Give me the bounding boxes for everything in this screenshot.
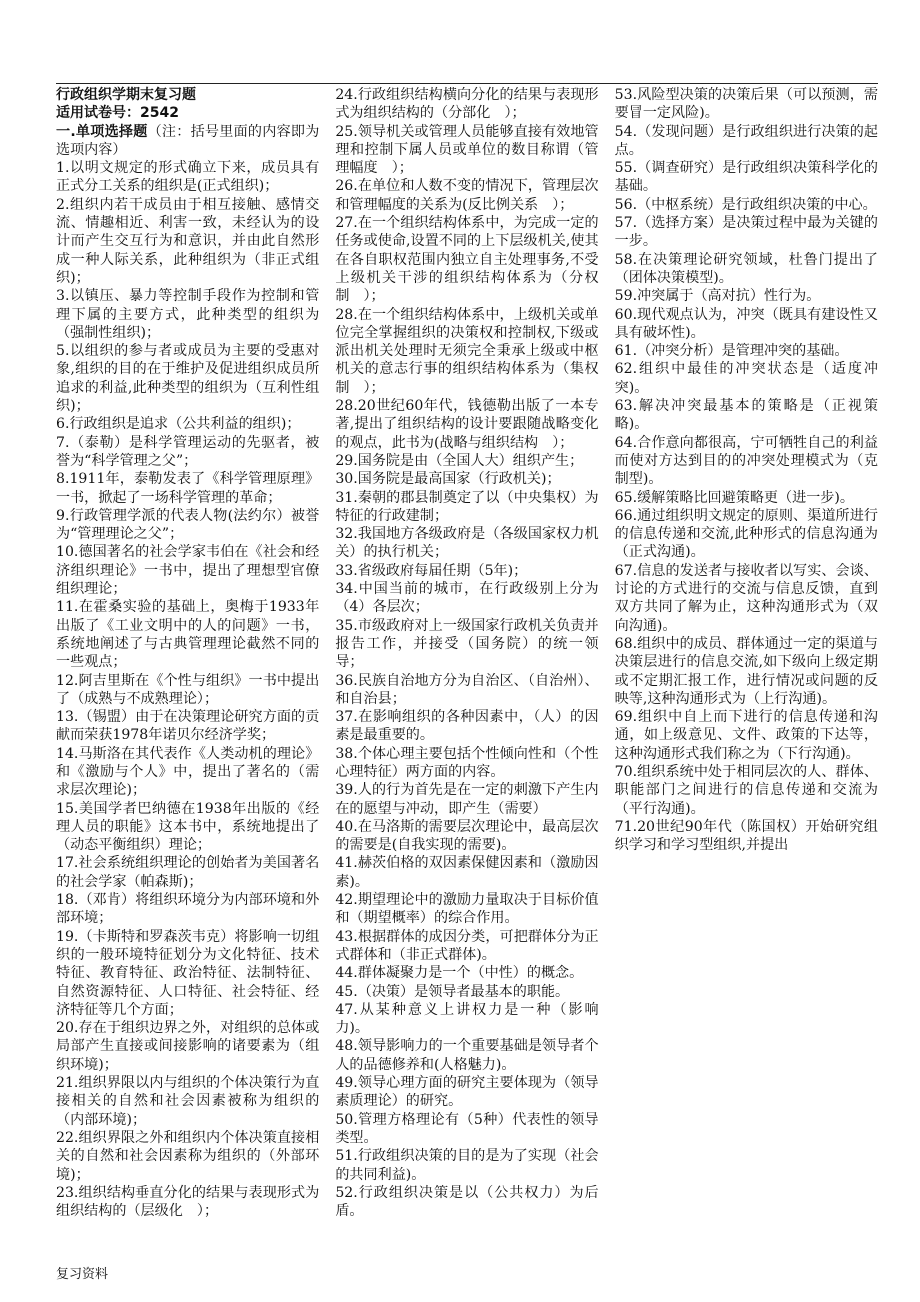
question-item: 9.行政管理学派的代表人物(法约尔）被誉为“管理理论之父”； xyxy=(56,507,320,543)
section-heading xyxy=(56,123,319,160)
question-item: 29.国务院是由（全国人大）组织产生； xyxy=(335,452,584,469)
question-item: 44.群体凝聚力是一个（中性）的概念。 xyxy=(335,965,584,982)
question-item: 70.组织系统中处于相同层次的人、群体、职能部门之间进行的信息传递和交流为（平行沟通)。 xyxy=(614,763,878,817)
question-item: 28.20世纪60年代，钱德勒出版了一本专著,提出了组织结构的设计要跟随战略变化的观点，此书为(战略与组织结构 ）； xyxy=(335,398,599,451)
question-item: 69.组织中自上而下进行的信息传递和沟通，如上级意见、文件、政策的下达等，这种沟通形式我们称之为（下行沟通)。 xyxy=(614,709,878,762)
question-item: 54.（发现问题）是行政组织进行决策的起点。 xyxy=(614,123,878,158)
question-item: 50.管理方格理论有（5种）代表性的领导类型。 xyxy=(335,1111,599,1146)
question-item: 65.缓解策略比回避策略更（进一步)。 xyxy=(614,489,854,506)
question-item: 43.根据群体的成因分类，可把群体分为正式群体和（非正式群体)。 xyxy=(335,928,599,963)
question-item: 10.德国著名的社会学家韦伯在《社会和经济组织理论》一书中，提出了理想型官僚组织理论； xyxy=(56,544,320,598)
question-item: 1.以明文规定的形式确立下来，成员具有正式分工关系的组织是(正式组织)； xyxy=(56,160,320,195)
question-item: 71.20世纪90年代（陈国权）开始研究组织学习和学习型组织,并提出 xyxy=(614,818,878,854)
question-item: 48.领导影响力的一个重要基础是领导者个人的品德修养和(人格魅力)。 xyxy=(335,1038,599,1073)
question-list xyxy=(56,86,878,1226)
question-item: 55.（调查研究）是行政组织决策科学化的基础。 xyxy=(614,160,878,195)
question-item: 32.我国地方各级政府是（各级国家权力机关）的执行机关； xyxy=(335,526,599,561)
question-item: 49.领导心理方面的研究主要体现为（领导素质理论）的研究。 xyxy=(335,1075,599,1110)
question-item: 3.以镇压、暴力等控制手段作为控制和管理下属的主要方式，此种类型的组织为（强制性组织)； xyxy=(56,288,320,341)
question-item: 22.组织界限之外和组织内个体决策直接相关的自然和社会因素称为组织的（外部环境)； xyxy=(56,1129,320,1183)
question-item: 66.通过组织明文规定的原则、渠道所进行的信息传递和交流,此种形式的信息沟通为（正式沟通)。 xyxy=(614,507,878,561)
question-item: 25.领导机关或管理人员能够直接有效地管理和控制下属人员或单位的数目称谓（管理幅度 ）； xyxy=(335,123,599,177)
question-item: 36.民族自治地方分为自治区、（自治州）、和自治县； xyxy=(335,672,599,707)
question-item: 37.在影响组织的各种因素中，（人）的因素是最重要的。 xyxy=(335,709,599,744)
question-item: 13.（锡盟）由于在决策理论研究方面的贡献而荣获1978年诺贝尔经济学奖； xyxy=(56,709,320,744)
question-item: 20.存在于组织边界之外，对组织的总体或局部产生直接或间接影响的诸要素为（组织环境)； xyxy=(56,1020,320,1073)
question-item: 45.（决策）是领导者最基本的职能。 xyxy=(335,983,570,1000)
question-item: 27.在一个组织结构体系中，为完成一定的任务或使命,设置不同的上下层级机关,使其在各自职权范围内独立自主处理事务,不受上级机关干涉的组织结构体系为（分权制 ）； xyxy=(335,215,599,305)
question-item: 19.（卡斯特和罗森茨韦克）将影响一切组织的一般环境特征划分为文化特征、技术特征、教育特征、政治特征、法制特征、自然资源特征、人口特征、社会特征、经济特征等几个方面； xyxy=(56,928,320,1018)
question-item: 59.冲突属于（高对抗）性行为。 xyxy=(614,288,821,305)
question-item: 28.在一个组织结构体系中，上级机关或单位完全掌握组织的决策权和控制权,下级或派出机关处理时无须完全秉承上级或中枢机关的意志行事的组织结构体系为（集权制 ）； xyxy=(335,306,599,396)
question-item: 12.阿吉里斯在《个性与组织》一书中提出了（成熟与不成熟理论）； xyxy=(56,672,320,707)
page-footer: 复习资料 xyxy=(56,1267,109,1282)
question-item: 41.赫茨伯格的双因素保健因素和（激励因素)。 xyxy=(335,855,599,890)
question-item: 15.美国学者巴纳德在1938年出版的《经理人员的职能》这本书中，系统地提出了（动态平衡组织）理论； xyxy=(56,800,320,854)
question-item: 8.1911年，泰勒发表了《科学管理原理》一书，掀起了一场科学管理的革命； xyxy=(56,471,320,506)
question-item: 33.省级政府每届任期（5年)； xyxy=(335,562,528,579)
question-item: 64.合作意向都很高，宁可牺牲自己的利益而使对方达到目的的冲突处理模式为（克制型)。 xyxy=(614,434,878,488)
question-item: 6.行政组织是追求（公共利益的组织)； xyxy=(56,416,301,433)
question-item: 35.市级政府对上一级国家行政机关负责并报告工作，并接受（国务院）的统一领导； xyxy=(335,617,599,671)
doc-title: 行政组织学期末复习题 xyxy=(56,87,196,103)
document-body xyxy=(56,86,878,1226)
question-item: 62.组织中最佳的冲突状态是（适度冲突)。 xyxy=(614,361,878,396)
question-item: 63.解决冲突最基本的策略是（正视策略)。 xyxy=(614,398,878,433)
question-item: 18.（邓肯）将组织环境分为内部环境和外部环境； xyxy=(56,892,320,927)
question-item: 61.（冲突分析）是管理冲突的基础。 xyxy=(614,343,849,360)
question-item: 67.信息的发送者与接收者以写实、会谈、讨论的方式进行的交流与信息反馈，直到双方共同了解为止，这种沟通形式为（双向沟通)。 xyxy=(614,562,878,634)
question-item: 53.风险型决策的决策后果（可以预测，需要冒一定风险)。 xyxy=(614,87,878,122)
question-item: 31.秦朝的郡县制奠定了以（中央集权）为特征的行政建制； xyxy=(335,489,599,524)
question-item: 51.行政组织决策的目的是为了实现（社会的共同利益)。 xyxy=(335,1148,599,1183)
question-item: 40.在马洛斯的需要层次理论中，最高层次的需要是(自我实现的需要)。 xyxy=(335,818,599,854)
question-item: 42.期望理论中的激励力量取决于目标价值和（期望概率）的综合作用。 xyxy=(335,892,599,927)
question-item: 2.组织内若干成员由于相互接触、感情交流、情趣相近、利害一致，未经认为的设计而产生交互行为和意识，并由此自然形成一种人际关系，此种组织为（非正式组织)； xyxy=(56,196,320,286)
question-item: 26.在单位和人数不变的情况下，管理层次和管理幅度的关系为(反比例关系 ）； xyxy=(335,178,599,213)
question-item: 38.个体心理主要包括个性倾向性和（个性心理特征）两方面的内容。 xyxy=(335,745,599,780)
section-note: （注：括号里面的内容即为选项内容） xyxy=(56,123,320,158)
question-item: 21.组织界限以内与组织的个体决策行为直接相关的自然和社会因素被称为组织的（内部环境)； xyxy=(56,1075,320,1128)
question-item: 52.行政组织决策是以（公共权力）为后盾。 xyxy=(335,1184,599,1220)
question-item: 17.社会系统组织理论的创始者为美国著名的社会学家（帕森斯)； xyxy=(56,855,320,890)
question-item: 14.马斯洛在其代表作《人类动机的理论》和《激励与个人》中，提出了著名的（需求层次理论)； xyxy=(56,745,320,799)
question-item: 24.行政组织结构横向分化的结果与表现形式为组织结构的（分部化 ）； xyxy=(335,87,599,122)
question-item: 11.在霍桑实验的基础上，奥梅于1933年出版了《工业文明中的人的问题》一书，系统地阐述了与古典管理理论截然不同的一些观点； xyxy=(56,599,320,671)
question-item: 7.（泰勒）是科学管理运动的先驱者，被誉为“科学管理之父”； xyxy=(56,434,320,469)
question-item: 58.在决策理论研究领域，杜鲁门提出了（团体决策模型)。 xyxy=(614,251,878,286)
question-item: 23.组织结构垂直分化的结果与表现形式为组织结构的（层级化 ）； xyxy=(56,1184,320,1220)
question-item: 39.人的行为首先是在一定的刺激下产生内在的愿望与冲动，即产生（需要） xyxy=(335,782,599,817)
question-item: 60.现代观点认为，冲突（既具有建设性又具有破坏性)。 xyxy=(614,306,878,341)
question-item: 30.国务院是最高国家（行政机关)； xyxy=(335,471,561,488)
question-item: 68.组织中的成员、群体通过一定的渠道与决策层进行的信息交流,如下级向上级定期或不定期汇报工作，进行情况或问题的反映等,这种沟通形式为（上行沟通)。 xyxy=(614,635,878,707)
exam-number: 适用试卷号：2542 xyxy=(56,105,179,122)
question-item: 47.从某种意义上讲权力是一种（影响力)。 xyxy=(335,1001,599,1037)
question-item: 5.以组织的参与者或成员为主要的受惠对象,组织的目的在于维护及促进组织成员所追求的利益,此种类型的组织为（互利性组织)； xyxy=(56,343,320,415)
question-item: 57.（选择方案）是决策过程中最为关键的一步。 xyxy=(614,215,878,250)
top-rule xyxy=(56,83,878,84)
question-item: 34.中国当前的城市，在行政级别上分为（4）各层次； xyxy=(335,581,599,616)
question-item: 56.（中枢系统）是行政组织决策的中心。 xyxy=(614,196,877,213)
section-title: 一.单项选择题 xyxy=(56,123,148,140)
